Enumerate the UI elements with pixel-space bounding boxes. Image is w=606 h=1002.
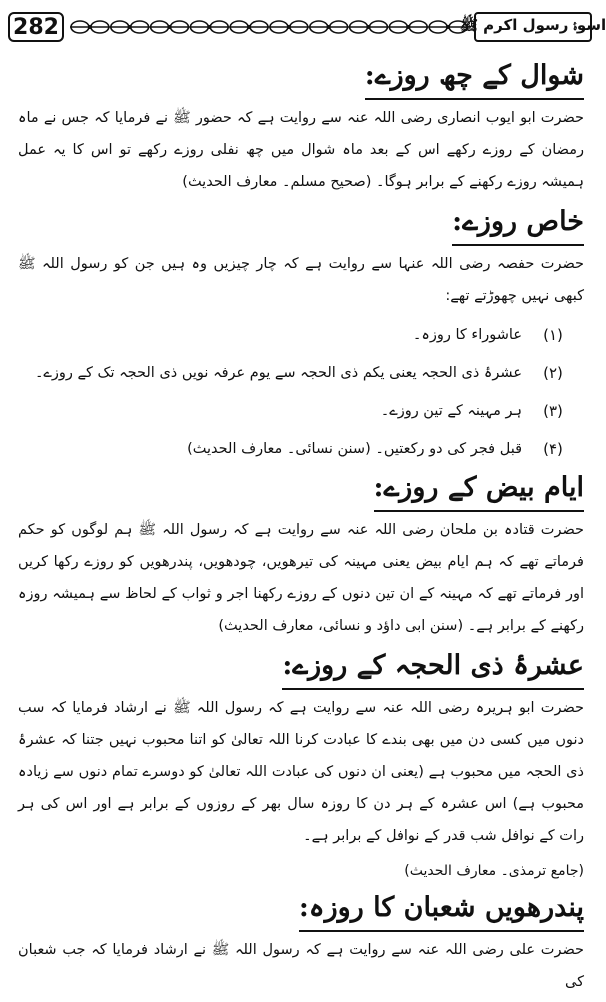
page-content [18,56,584,1002]
section-heading: عشرۂ ذی الحجہ کے روزے: [18,646,584,690]
section-paragraph: حضرت علی رضی اللہ عنہ سے روایت ہے کہ رسول اللہ ﷺ نے ارشاد فرمایا کہ جب شعبان کی [18,942,584,990]
list-number: (۴) [543,440,563,458]
section-paragraph: حضرت قتادہ بن ملحان رضی اللہ عنہ سے روایت ہے کہ رسول اللہ ﷺ ہم لوگوں کو حکم فرماتے تھے کہ ہم ایام بیض یعنی مہینہ کی تیرھویں، چودھویں، پندرھویں کو روزے رکھا کریں اور فرماتے تھے کہ مہینہ کے ان تین دنوں کے روزے رکھنا اجر و ثواب کے لحاظ سے ہمیشہ روزہ رکھنے کے برابر ہے۔ (سنن ابی داؤد و نسائی، معارف الحدیث) [18,522,584,634]
list-text: عاشوراء کا روزہ۔ [412,327,522,343]
list-item [18,430,584,468]
list-item [18,316,584,354]
section-heading: ایام بیض کے روزے: [18,468,584,512]
list-text: ہر مہینہ کے تین روزے۔ [380,403,522,419]
list-number: (۳) [543,402,563,420]
section-heading: پندرھویں شعبان کا روزہ: [18,888,584,932]
list-item [18,354,584,392]
page-number: 282 [8,12,64,42]
chain-ornament-icon [70,13,468,41]
list-number: (۲) [543,364,563,382]
list-text: عشرۂ ذی الحجہ یعنی یکم ذی الحجہ سے یوم عرفہ نویں ذی الحجہ تک کے روزے۔ [34,365,522,381]
section-heading: شوال کے چھ روزے: [18,56,584,100]
section-paragraph: حضرت حفصہ رضی اللہ عنہا سے روایت ہے کہ چار چیزیں وہ ہیں جن کو رسول اللہ ﷺ کبھی نہیں چھوڑتے تھے: [18,256,584,304]
reference-citation: (جامع ترمذی۔ معارف الحدیث) [404,863,584,879]
section-heading: خاص روزے: [18,202,584,246]
page-header [8,8,606,46]
section-paragraph: حضرت ابو ایوب انصاری رضی اللہ عنہ سے روایت ہے کہ حضور ﷺ نے فرمایا کہ جس نے ماہ رمضان کے روزے رکھے اس کے بعد ماہ شوال میں چھ نفلی روزے رکھے تو اس کا یہ عمل ہمیشہ روزے رکھنے کے برابر ہوگا۔ (صحیح مسلم۔ معارف الحدیث) [18,110,584,190]
list-item [18,392,584,430]
numbered-list [18,316,584,468]
section-paragraph: حضرت ابو ہریرہ رضی اللہ عنہ سے روایت ہے کہ رسول اللہ ﷺ نے ارشاد فرمایا کہ سب دنوں میں کسی دن میں بھی بندے کا عبادت کرنا اللہ تعالیٰ کو اتنا محبوب نہیں جتنا کہ عشرۂ ذی الحجہ میں محبوب ہے (یعنی ان دنوں کی عبادت اللہ تعالیٰ کو دوسرے تمام دنوں سے زیادہ محبوب ہے) اس عشرہ کے ہر دن کا روزہ سال بھر کے روزوں کے برابر ہے اور اس کی ہر رات کے نوافل شب قدر کے نوافل کے برابر ہے۔ [18,700,584,844]
book-title: اسوۂ رسول اکرم ﷺ [474,12,592,42]
header-ornament [70,13,468,41]
list-text: قبل فجر کی دو رکعتیں۔ (سنن نسائی۔ معارف الحدیث) [187,441,522,457]
list-number: (۱) [543,326,563,344]
